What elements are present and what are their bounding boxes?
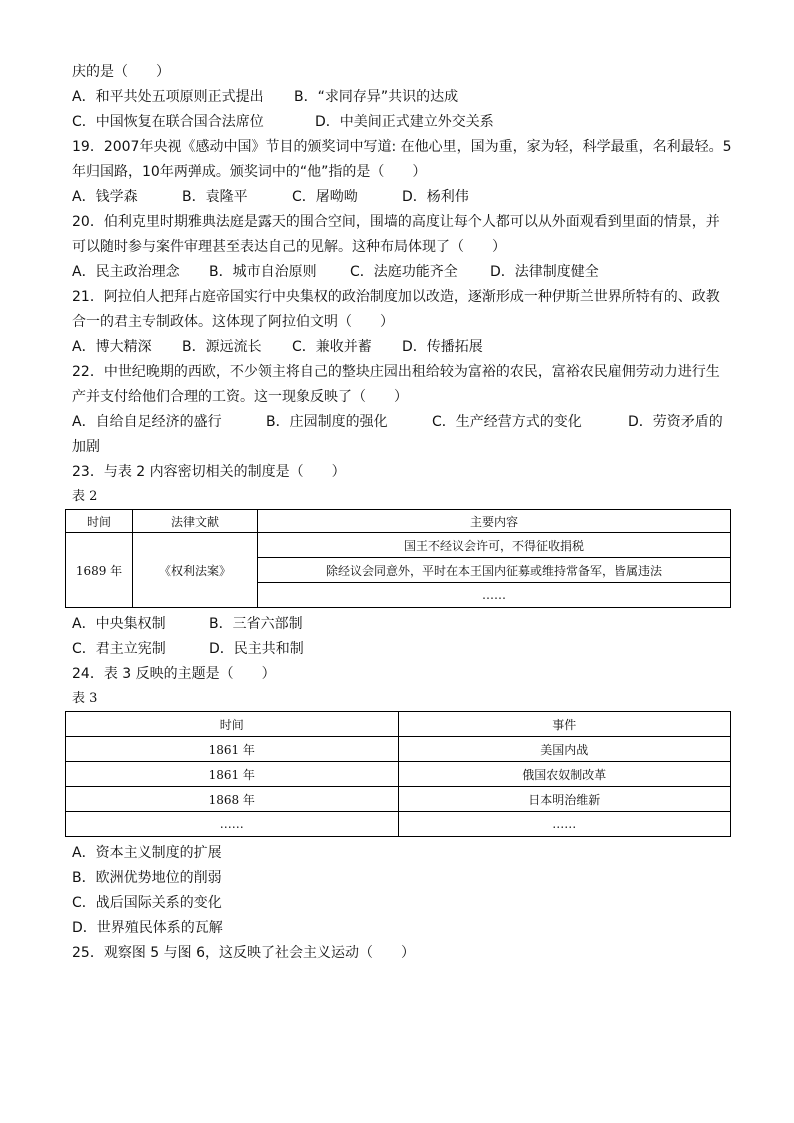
table2-header-time: 时间	[66, 510, 133, 533]
q20-stem-line2: 可以随时参与案件审理甚至表达自己的见解。这种布局体现了（ ）	[72, 239, 506, 255]
table2-header-row	[66, 510, 731, 533]
q18-option-c[interactable]: C．中国恢复在联合国合法席位	[72, 114, 264, 130]
q18-option-b[interactable]: B．“求同存异”共识的达成	[294, 89, 459, 105]
q19-option-c[interactable]: C．屠呦呦	[292, 189, 358, 205]
q22-stem-line2: 产并支付给他们合理的工资。这一现象反映了（ ）	[72, 389, 408, 405]
table3-cell: ……	[398, 812, 731, 837]
table-row	[66, 812, 731, 837]
q20-stem-line1: 20．伯利克里时期雅典法庭是露天的围合空间，围墙的高度让每个人都可以从外面观看到里面的情景，并	[72, 214, 720, 230]
q23-option-a[interactable]: A．中央集权制	[72, 616, 166, 632]
table3-cell: 1861 年	[66, 737, 399, 762]
table3-cell: 1861 年	[66, 762, 399, 787]
table2	[65, 509, 731, 608]
table3-cell: 俄国农奴制改革	[398, 762, 731, 787]
q19-stem-line2: 年归国路，10年两弹成。颁奖词中的“他”指的是（ ）	[72, 164, 427, 180]
q21-option-b[interactable]: B．源远流长	[182, 339, 262, 355]
q23-option-d[interactable]: D．民主共和制	[209, 641, 304, 657]
table2-content-2: 除经议会同意外，平时在本王国内征募或维持常备军，皆属违法	[258, 558, 731, 583]
q18-options-row2	[72, 110, 732, 135]
q21-option-a[interactable]: A．博大精深	[72, 339, 152, 355]
q22-options	[72, 410, 732, 435]
q24-option-d[interactable]: D．世界殖民体系的瓦解	[72, 920, 223, 936]
q24-option-a[interactable]: A．资本主义制度的扩展	[72, 845, 222, 861]
q20-option-b[interactable]: B．城市自治原则	[209, 264, 317, 280]
q23-option-b[interactable]: B．三省六部制	[209, 616, 303, 632]
table-row	[66, 787, 731, 812]
q18-options-row1	[72, 85, 732, 110]
table3	[65, 711, 731, 837]
q20-options	[72, 260, 732, 285]
q19-options	[72, 185, 732, 210]
q19-option-a[interactable]: A．钱学森	[72, 189, 138, 205]
table2-year: 1689 年	[66, 533, 133, 608]
q23-stem: 23．与表 2 内容密切相关的制度是（ ）	[72, 464, 346, 480]
q23-options-row1	[72, 612, 732, 637]
q21-stem-line1: 21．阿拉伯人把拜占庭帝国实行中央集权的政治制度加以改造，逐渐形成一种伊斯兰世界所特有的、政教	[72, 289, 720, 305]
q22-option-d-continued: 加剧	[72, 439, 100, 455]
table2-header-document: 法律文献	[133, 510, 258, 533]
table2-document: 《权利法案》	[133, 533, 258, 608]
q19-option-b[interactable]: B．袁隆平	[182, 189, 248, 205]
table3-cell: ……	[66, 812, 399, 837]
q22-option-a[interactable]: A．自给自足经济的盛行	[72, 414, 222, 430]
q24-stem: 24．表 3 反映的主题是（ ）	[72, 666, 276, 682]
q24-option-b[interactable]: B．欧洲优势地位的削弱	[72, 870, 222, 886]
table3-label: 表 3	[72, 691, 98, 706]
q20-option-a[interactable]: A．民主政治理念	[72, 264, 180, 280]
q18-option-a[interactable]: A．和平共处五项原则正式提出	[72, 89, 264, 105]
q21-stem-line2: 合一的君主专制政体。这体现了阿拉伯文明（ ）	[72, 314, 394, 330]
table3-cell: 1868 年	[66, 787, 399, 812]
table2-content-1: 国王不经议会许可，不得征收捐税	[258, 533, 731, 558]
table3-header-row	[66, 712, 731, 737]
q22-stem-line1: 22．中世纪晚期的西欧，不少领主将自己的整块庄园出租给较为富裕的农民，富裕农民雇佣劳动力进行生	[72, 364, 720, 380]
q20-option-c[interactable]: C．法庭功能齐全	[350, 264, 458, 280]
q20-option-d[interactable]: D．法律制度健全	[490, 264, 599, 280]
q19-stem-line1: 19．2007年央视《感动中国》节目的颁奖词中写道: 在他心里，国为重，家为轻，科学最重，名利最轻。5	[72, 139, 732, 155]
q24-option-c[interactable]: C．战后国际关系的变化	[72, 895, 222, 911]
q18-option-d[interactable]: D．中美间正式建立外交关系	[315, 114, 494, 130]
q21-option-c[interactable]: C．兼收并蓄	[292, 339, 372, 355]
q22-option-d[interactable]: D．劳资矛盾的	[628, 414, 723, 430]
table3-header-event: 事件	[398, 712, 731, 737]
q22-option-b[interactable]: B．庄园制度的强化	[266, 414, 388, 430]
table2-label: 表 2	[72, 489, 98, 504]
q22-option-c[interactable]: C．生产经营方式的变化	[432, 414, 582, 430]
table-row	[66, 533, 731, 558]
q23-option-c[interactable]: C．君主立宪制	[72, 641, 166, 657]
exam-page	[72, 60, 732, 966]
table3-cell: 美国内战	[398, 737, 731, 762]
table2-header-content: 主要内容	[258, 510, 731, 533]
table2-content-3: ……	[258, 583, 731, 608]
q21-option-d[interactable]: D．传播拓展	[402, 339, 483, 355]
q19-option-d[interactable]: D．杨利伟	[402, 189, 469, 205]
table-row	[66, 737, 731, 762]
q25-stem: 25．观察图 5 与图 6，这反映了社会主义运动（ ）	[72, 945, 415, 961]
q18-stem-tail: 庆的是（ ）	[72, 64, 170, 80]
q23-options-row2	[72, 637, 732, 662]
table3-cell: 日本明治维新	[398, 787, 731, 812]
table-row	[66, 762, 731, 787]
table3-header-time: 时间	[66, 712, 399, 737]
q21-options	[72, 335, 732, 360]
